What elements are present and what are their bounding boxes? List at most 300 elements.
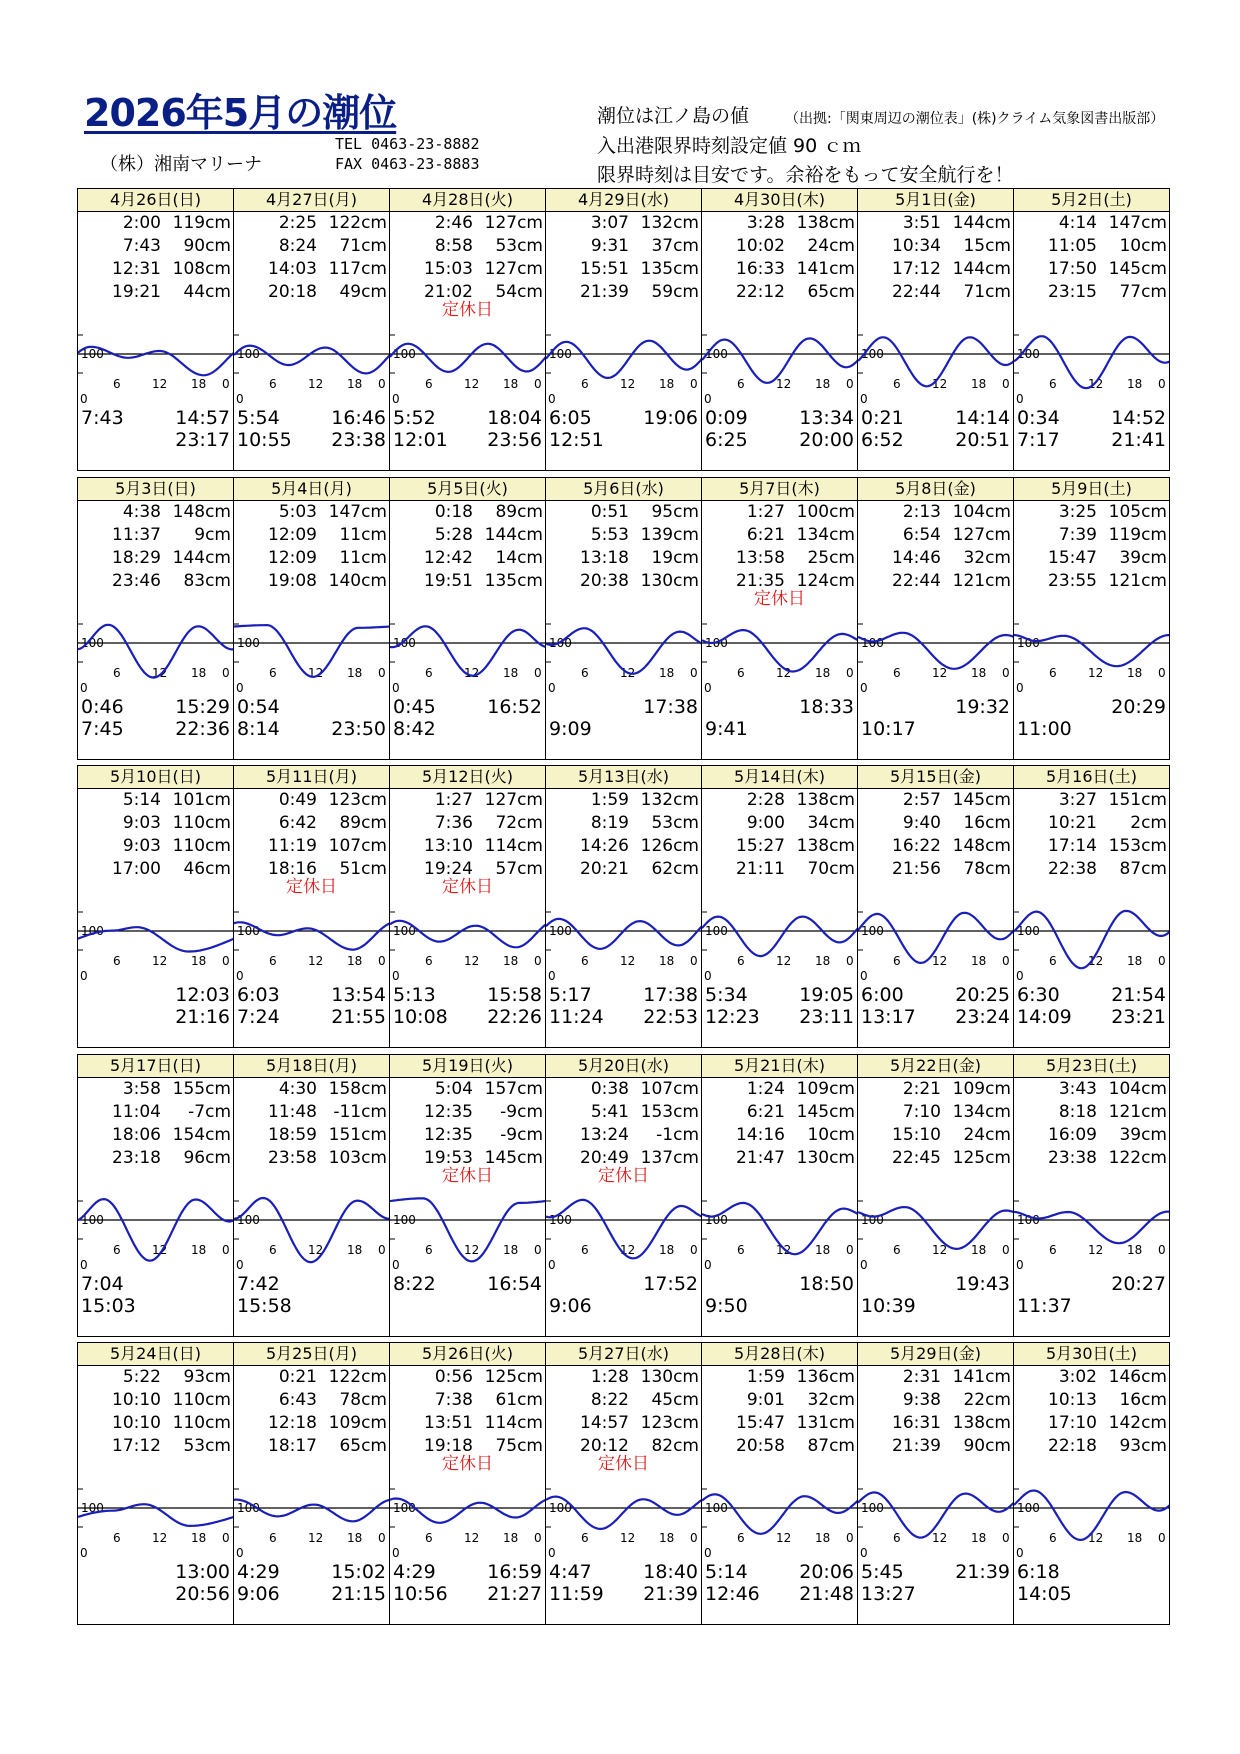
limit-time-right: 14:52: [1111, 407, 1166, 429]
graph-hour-label: 12: [932, 1242, 948, 1257]
tide-time: 19:53: [424, 1147, 473, 1168]
limit-time-left: 11:00: [1017, 717, 1072, 740]
limit-time-right: 15:58: [487, 984, 542, 1006]
tide-height: 139cm: [640, 524, 699, 545]
tide-height: 24cm: [807, 236, 855, 256]
tide-entry: [390, 1102, 545, 1125]
tide-time: 1:28: [590, 1367, 629, 1387]
graph-hour-label: 18: [191, 377, 207, 391]
graph-zero-label: 0: [80, 680, 88, 695]
tide-time: 0:56: [434, 1367, 473, 1387]
tide-time: 5:53: [590, 524, 629, 545]
tide-graph: [234, 1173, 390, 1273]
tide-graph: [702, 1461, 858, 1561]
tide-entry: [546, 1102, 701, 1125]
tide-time: 2:00: [122, 213, 161, 233]
limit-time-left: 0:54: [237, 695, 280, 718]
tide-height: 127cm: [484, 213, 543, 233]
tide-entry: [234, 1102, 389, 1125]
tide-height: -11cm: [333, 1101, 387, 1122]
tide-entry: [1014, 525, 1169, 548]
limit-time-left: 9:41: [705, 717, 748, 740]
graph-hour-label: 12: [308, 954, 324, 968]
graph-hour-label: 18: [815, 665, 831, 680]
limit-time-left: 14:05: [1017, 1583, 1072, 1605]
tide-entry: [702, 1367, 857, 1390]
tide-entry: [234, 548, 389, 571]
tide-graph: [858, 1173, 1014, 1273]
limit-time-right: 21:16: [175, 1006, 230, 1028]
tide-time: 22:18: [1048, 1436, 1097, 1456]
tide-graph: [858, 596, 1014, 696]
tide-entry: [78, 1367, 233, 1390]
tide-height: 107cm: [640, 1078, 699, 1099]
tide-entry: [1014, 282, 1169, 305]
tide-time: 6:43: [278, 1390, 317, 1410]
tide-entry: [1014, 259, 1169, 282]
tide-height: 132cm: [640, 790, 699, 810]
tide-height: 124cm: [796, 570, 855, 591]
tide-height: 101cm: [172, 790, 231, 810]
tide-height: 78cm: [339, 1390, 387, 1410]
graph-hour-label: 18: [815, 1531, 831, 1545]
tide-entry: [858, 502, 1013, 525]
graph-hour-label: 12: [620, 377, 636, 391]
tide-time: 19:24: [424, 859, 473, 879]
graph-hour-label: 0: [1158, 665, 1166, 680]
tide-height: 119cm: [172, 213, 231, 233]
limit-time-right: 18:04: [487, 407, 542, 429]
day-cell: [233, 188, 390, 471]
limit-time-right: 18:33: [799, 695, 854, 718]
graph-zero-label: 0: [548, 1546, 556, 1560]
tide-time: 13:51: [424, 1413, 473, 1433]
tide-time: 14:26: [580, 836, 629, 856]
limit-time-left: 0:09: [705, 407, 748, 429]
graph-hour-label: 0: [1158, 1531, 1166, 1545]
day-date-header: 5月1日(金): [858, 189, 1013, 212]
graph-hour-label: 6: [737, 665, 745, 680]
graph-zero-label: 0: [236, 1257, 244, 1272]
tide-height: 144cm: [484, 524, 543, 545]
day-date-header: 5月8日(金): [858, 478, 1013, 501]
graph-hour-label: 12: [1088, 665, 1104, 680]
day-cell: [389, 1054, 546, 1337]
tide-entry: [858, 548, 1013, 571]
tide-entry: [234, 1367, 389, 1390]
graph-hour-label: 0: [690, 377, 698, 391]
graph-hour-label: 6: [425, 954, 433, 968]
graph-hour-label: 12: [1088, 954, 1104, 968]
graph-hour-label: 6: [893, 1242, 901, 1257]
tide-entry: [78, 790, 233, 813]
tide-height: 65cm: [807, 282, 855, 302]
tide-entry: [234, 525, 389, 548]
page-title: 2026年5月の潮位: [84, 91, 397, 135]
tide-height: 148cm: [172, 501, 231, 522]
tide-entry: [390, 1079, 545, 1102]
tide-height: 59cm: [651, 282, 699, 302]
tide-time: 0:21: [278, 1367, 317, 1387]
limit-time-left: 8:42: [393, 717, 436, 740]
tide-time: 23:18: [112, 1147, 161, 1168]
tide-time: 6:21: [746, 524, 785, 545]
tide-time: 17:50: [1048, 259, 1097, 279]
tide-time: 5:14: [122, 790, 161, 810]
tide-entry: [702, 259, 857, 282]
tide-time: 3:27: [1058, 790, 1097, 810]
graph-hour-label: 0: [378, 1531, 386, 1545]
graph-hour-label: 12: [308, 1531, 324, 1545]
graph-hour-label: 12: [152, 665, 168, 680]
day-date-header: 5月14日(木): [702, 766, 857, 789]
graph-hour-label: 12: [776, 1242, 792, 1257]
graph-hour-label: 12: [620, 954, 636, 968]
graph-hour-label: 6: [1049, 1531, 1057, 1545]
tide-entry: [546, 790, 701, 813]
tide-graph: [858, 884, 1014, 984]
limit-time-left: 8:14: [237, 717, 280, 740]
limit-time-right: 20:29: [1111, 695, 1166, 718]
tide-graph: [1014, 1173, 1170, 1273]
graph-hour-label: 12: [152, 954, 168, 968]
graph-hour-label: 12: [464, 954, 480, 968]
day-date-header: 5月26日(火): [390, 1343, 545, 1366]
tide-time: 17:10: [1048, 1413, 1097, 1433]
tide-height: 51cm: [339, 859, 387, 879]
tide-entry: [702, 1413, 857, 1436]
tide-height: 153cm: [1108, 836, 1167, 856]
tide-height: 25cm: [807, 547, 855, 568]
tide-time: 9:03: [122, 813, 161, 833]
tide-time: 10:10: [112, 1413, 161, 1433]
graph-level-label: 100: [1017, 1212, 1040, 1227]
graph-hour-label: 6: [893, 954, 901, 968]
tide-height: 131cm: [796, 1413, 855, 1433]
graph-zero-label: 0: [704, 1546, 712, 1560]
tide-entry: [78, 502, 233, 525]
graph-level-label: 100: [393, 924, 416, 938]
graph-hour-label: 18: [347, 665, 363, 680]
tide-time: 21:02: [424, 282, 473, 302]
tide-height: 19cm: [651, 547, 699, 568]
graph-hour-label: 0: [534, 1531, 542, 1545]
limit-time-right: 21:15: [331, 1583, 386, 1605]
tide-height: 144cm: [952, 213, 1011, 233]
tide-entry: [702, 1079, 857, 1102]
tide-entry: [858, 790, 1013, 813]
limit-time-left: 14:09: [1017, 1006, 1072, 1028]
day-date-header: 5月27日(水): [546, 1343, 701, 1366]
graph-hour-label: 18: [971, 377, 987, 391]
tide-height: 147cm: [328, 501, 387, 522]
tide-height: 138cm: [952, 1413, 1011, 1433]
tide-time: 9:38: [902, 1390, 941, 1410]
day-date-header: 5月20日(水): [546, 1055, 701, 1078]
tide-entry: [390, 571, 545, 594]
graph-level-label: 100: [81, 924, 104, 938]
limit-time-left: 0:46: [81, 695, 124, 718]
tide-height: 39cm: [1119, 547, 1167, 568]
limit-time-left: 9:50: [705, 1294, 748, 1317]
tide-time: 12:09: [268, 524, 317, 545]
tide-time: 13:58: [736, 547, 785, 568]
tide-entry: [546, 571, 701, 594]
tide-time: 21:39: [892, 1436, 941, 1456]
graph-hour-label: 12: [932, 954, 948, 968]
graph-hour-label: 6: [1049, 954, 1057, 968]
day-cell: [77, 1054, 234, 1337]
limit-time-right: 16:52: [487, 695, 542, 718]
graph-hour-label: 6: [1049, 1242, 1057, 1257]
graph-zero-label: 0: [80, 1257, 88, 1272]
tide-entry: [390, 790, 545, 813]
limit-time-right: 23:11: [799, 1006, 854, 1028]
tide-time: 21:11: [736, 859, 785, 879]
tide-height: 11cm: [339, 524, 387, 545]
tide-entry: [390, 1413, 545, 1436]
limit-time-left: 5:14: [705, 1561, 748, 1583]
tide-entry: [390, 1390, 545, 1413]
tide-entry: [234, 571, 389, 594]
tide-height: 2cm: [1130, 813, 1167, 833]
tide-height: 89cm: [339, 813, 387, 833]
tide-height: 78cm: [963, 859, 1011, 879]
graph-hour-label: 12: [932, 377, 948, 391]
graph-hour-label: 12: [776, 377, 792, 391]
tide-time: 15:47: [736, 1413, 785, 1433]
tide-entry: [546, 548, 701, 571]
graph-hour-label: 6: [113, 1531, 121, 1545]
tide-time: 10:34: [892, 236, 941, 256]
graph-hour-label: 6: [269, 665, 277, 680]
tide-time: 13:24: [580, 1124, 629, 1145]
holiday-label: 定休日: [754, 588, 805, 609]
tide-height: 22cm: [963, 1390, 1011, 1410]
graph-hour-label: 0: [378, 1242, 386, 1257]
graph-level-label: 100: [549, 1212, 572, 1227]
tide-entry: [234, 1390, 389, 1413]
limit-time-right: 19:06: [643, 407, 698, 429]
tide-height: 57cm: [495, 859, 543, 879]
limit-time-left: 0:21: [861, 407, 904, 429]
graph-zero-label: 0: [860, 1257, 868, 1272]
tide-time: 13:18: [580, 547, 629, 568]
limit-setting-note: 入出港限界時刻設定値 90 ｃｍ: [597, 135, 862, 157]
graph-hour-label: 12: [932, 665, 948, 680]
tide-entry: [390, 259, 545, 282]
graph-hour-label: 0: [222, 377, 230, 391]
tide-height: 71cm: [963, 282, 1011, 302]
limit-time-left: 0:45: [393, 695, 436, 718]
tide-graph: [390, 596, 546, 696]
graph-zero-label: 0: [392, 680, 400, 695]
limit-time-right: 12:03: [175, 984, 230, 1006]
tide-entry: [546, 259, 701, 282]
limit-time-left: 4:47: [549, 1561, 592, 1583]
tide-height: 44cm: [183, 282, 231, 302]
graph-hour-label: 18: [815, 1242, 831, 1257]
graph-level-label: 100: [705, 1501, 728, 1515]
limit-time-left: 12:01: [393, 429, 448, 451]
graph-zero-label: 0: [236, 969, 244, 983]
tide-entry: [858, 859, 1013, 882]
tide-graph: [78, 884, 234, 984]
tide-entry: [390, 548, 545, 571]
tide-height: 138cm: [796, 790, 855, 810]
tide-time: 4:38: [122, 501, 161, 522]
tide-height: 146cm: [1108, 1367, 1167, 1387]
graph-hour-label: 0: [1002, 1242, 1010, 1257]
tide-time: 10:21: [1048, 813, 1097, 833]
tide-time: 17:14: [1048, 836, 1097, 856]
graph-hour-label: 0: [1002, 954, 1010, 968]
graph-hour-label: 6: [269, 954, 277, 968]
day-cell: [389, 477, 546, 760]
tide-height: 75cm: [495, 1436, 543, 1456]
graph-zero-label: 0: [80, 969, 88, 983]
limit-time-left: 5:34: [705, 984, 748, 1006]
graph-level-label: 100: [549, 1501, 572, 1515]
tide-height: 62cm: [651, 859, 699, 879]
day-cell: [77, 765, 234, 1048]
limit-time-right: 13:34: [799, 407, 854, 429]
tide-time: 23:46: [112, 570, 161, 591]
limit-time-left: 7:17: [1017, 429, 1060, 451]
holiday-label: 定休日: [442, 300, 493, 320]
day-cell: [857, 477, 1014, 760]
limit-time-left: 11:24: [549, 1006, 604, 1028]
tide-time: 14:57: [580, 1413, 629, 1433]
graph-hour-label: 12: [776, 1531, 792, 1545]
tide-time: 2:28: [746, 790, 785, 810]
tide-time: 3:43: [1058, 1078, 1097, 1099]
limit-time-left: 15:58: [237, 1294, 292, 1317]
tide-entry: [1014, 1079, 1169, 1102]
day-date-header: 5月18日(月): [234, 1055, 389, 1078]
tide-height: 110cm: [172, 813, 231, 833]
tide-height: 100cm: [796, 501, 855, 522]
graph-hour-label: 18: [503, 1531, 519, 1545]
tide-entry: [546, 525, 701, 548]
day-cell: [857, 188, 1014, 471]
tide-time: 22:12: [736, 282, 785, 302]
tide-entry: [78, 259, 233, 282]
limit-time-right: 22:26: [487, 1006, 542, 1028]
tide-graph: [546, 1173, 702, 1273]
tide-time: 19:51: [424, 570, 473, 591]
limit-time-left: 10:08: [393, 1006, 448, 1028]
tide-time: 22:38: [1048, 859, 1097, 879]
tide-time: 19:18: [424, 1436, 473, 1456]
tide-curve: [1014, 1491, 1170, 1540]
tide-graph: [858, 307, 1014, 407]
tide-time: 5:03: [278, 501, 317, 522]
tide-entry: [858, 813, 1013, 836]
limit-time-right: 21:48: [799, 1583, 854, 1605]
day-date-header: 5月19日(火): [390, 1055, 545, 1078]
graph-hour-label: 6: [893, 1531, 901, 1545]
tide-time: 23:55: [1048, 570, 1097, 591]
source-citation: （出拠:「関東周辺の潮位表」(株)クライム気象図書出版部）: [785, 111, 1165, 127]
limit-time-right: 21:39: [643, 1583, 698, 1605]
tide-time: 2:57: [902, 790, 941, 810]
tide-time: 18:59: [268, 1124, 317, 1145]
tide-time: 0:49: [278, 790, 317, 810]
graph-hour-label: 6: [581, 665, 589, 680]
limit-time-left: 7:43: [81, 407, 124, 429]
tide-height: 122cm: [328, 1367, 387, 1387]
tide-height: 24cm: [963, 1124, 1011, 1145]
graph-hour-label: 12: [464, 665, 480, 680]
day-cell: [389, 1342, 546, 1625]
tide-entry: [1014, 236, 1169, 259]
day-cell: [545, 1054, 702, 1337]
limit-time-right: 20:27: [1111, 1272, 1166, 1295]
tide-time: 8:22: [590, 1390, 629, 1410]
tide-entry: [234, 790, 389, 813]
tide-height: 141cm: [952, 1367, 1011, 1387]
tide-graph: [546, 1461, 702, 1561]
tide-time: 3:07: [590, 213, 629, 233]
graph-hour-label: 12: [464, 1531, 480, 1545]
graph-zero-label: 0: [860, 1546, 868, 1560]
tide-entry: [702, 525, 857, 548]
graph-hour-label: 6: [269, 377, 277, 391]
tide-time: 7:43: [122, 236, 161, 256]
tide-height: 87cm: [1119, 859, 1167, 879]
day-date-header: 4月26日(日): [78, 189, 233, 212]
graph-level-label: 100: [705, 635, 728, 650]
tide-time: 3:02: [1058, 1367, 1097, 1387]
tide-height: 122cm: [328, 213, 387, 233]
tide-height: 53cm: [183, 1436, 231, 1456]
company-name: （株）湘南マリーナ: [100, 154, 262, 175]
graph-hour-label: 12: [932, 1531, 948, 1545]
tide-entry: [546, 282, 701, 305]
limit-time-right: 19:32: [955, 695, 1010, 718]
limit-time-left: 13:27: [861, 1583, 916, 1605]
graph-level-label: 100: [1017, 635, 1040, 650]
tide-entry: [234, 813, 389, 836]
day-date-header: 4月30日(木): [702, 189, 857, 212]
tide-time: 11:04: [112, 1101, 161, 1122]
tide-time: 14:03: [268, 259, 317, 279]
tide-entry: [390, 813, 545, 836]
tide-entry: [78, 236, 233, 259]
graph-hour-label: 6: [581, 954, 589, 968]
graph-hour-label: 12: [776, 954, 792, 968]
tide-time: 21:35: [736, 570, 785, 591]
day-date-header: 5月9日(土): [1014, 478, 1169, 501]
graph-zero-label: 0: [80, 1546, 88, 1560]
tide-graph: [390, 1173, 546, 1273]
limit-time-left: 15:03: [81, 1294, 136, 1317]
tide-graph: [702, 307, 858, 407]
tide-time: 8:18: [1058, 1101, 1097, 1122]
tide-entry: [78, 1102, 233, 1125]
graph-hour-label: 0: [222, 1531, 230, 1545]
graph-hour-label: 0: [1002, 377, 1010, 391]
tide-entry: [234, 502, 389, 525]
tide-height: 108cm: [172, 259, 231, 279]
limit-time-left: 9:06: [237, 1583, 280, 1605]
tide-height: 93cm: [1119, 1436, 1167, 1456]
graph-hour-label: 6: [113, 665, 121, 680]
tide-entry: [1014, 1436, 1169, 1459]
limit-time-left: 5:54: [237, 407, 280, 429]
tide-time: 14:46: [892, 547, 941, 568]
